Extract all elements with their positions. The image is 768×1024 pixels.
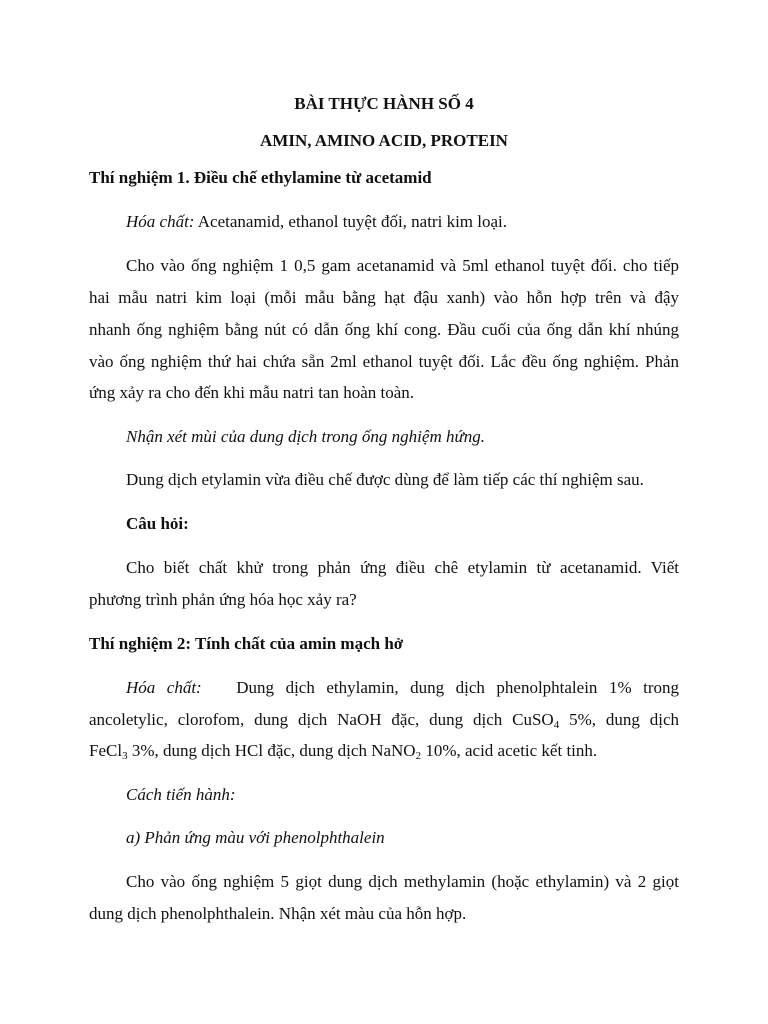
chemicals-text: FeCl xyxy=(89,741,123,760)
experiment-2-procedure-line: Cho vào ống nghiệm 5 giọt dung dịch methylamin (hoặc ethylamin) và 2 giọt xyxy=(126,872,679,891)
experiment-1-chemicals xyxy=(126,212,507,232)
experiment-1-observation: Nhận xét mùi của dung dịch trong ống nghiệm hứng. xyxy=(126,427,485,446)
experiment-2-chemicals-line xyxy=(89,710,679,730)
experiment-1-procedure-line: ứng xảy ra cho đến khi mẫu natri tan hoàn toàn. xyxy=(89,383,415,402)
page-title: BÀI THỰC HÀNH SỐ 4 xyxy=(294,94,474,113)
subscript: 3 xyxy=(122,750,128,762)
question-line: phương trình phản ứng hóa học xảy ra? xyxy=(89,590,357,609)
experiment-1-procedure-line: Cho vào ống nghiệm 1 0,5 gam acetanamid và 5ml ethanol tuyệt đối. cho tiếp xyxy=(126,256,679,275)
question-heading: Câu hỏi: xyxy=(126,514,189,533)
experiment-2-chemicals-line xyxy=(126,678,679,698)
page-subtitle: AMIN, AMINO ACID, PROTEIN xyxy=(260,131,508,150)
experiment-1-procedure-line: vào ống nghiệm thứ hai chứa sẵn 2ml ethanol tuyệt đối. Lắc đều ống nghiệm. Phản xyxy=(89,352,679,371)
experiment-1-note: Dung dịch etylamin vừa điều chế được dùng để làm tiếp các thí nghiệm sau. xyxy=(126,470,644,489)
question-line: Cho biết chất khử trong phản ứng điều chê etylamin từ acetanamid. Viết xyxy=(126,558,679,577)
chemicals-text: ancoletylic, clorofom, dung dịch NaOH đặc, dung dịch CuSO xyxy=(89,710,554,729)
chemicals-text: 5%, dung dịch xyxy=(559,710,679,729)
chemicals-text: 3%, dung dịch HCl đặc, dung dịch NaNO xyxy=(127,741,416,760)
experiment-1-heading: Thí nghiệm 1. Điều chế ethylamine từ acetamid xyxy=(89,168,432,187)
subscript: 4 xyxy=(553,719,560,731)
experiment-1-procedure-line: nhanh ống nghiệm bằng nút có dẫn ống khí cong. Đầu cuối của ống dẫn khí nhúng xyxy=(89,320,679,339)
experiment-2-heading: Thí nghiệm 2: Tính chất của amin mạch hở xyxy=(89,634,404,653)
subsection-a-heading: a) Phản ứng màu với phenolphthalein xyxy=(126,828,385,847)
subscript: 2 xyxy=(415,750,422,762)
chemicals-text: Dung dịch ethylamin, dung dịch phenolphtalein 1% trong xyxy=(236,678,680,697)
chemicals-label: Hóa chất: xyxy=(126,678,202,697)
chemicals-label: Hóa chất: xyxy=(126,212,195,231)
experiment-2-chemicals-line xyxy=(89,741,597,761)
chemicals-text: 10%, acid acetic kết tinh. xyxy=(421,741,598,760)
experiment-2-procedure-line: dung dịch phenolphthalein. Nhận xét màu của hỗn hợp. xyxy=(89,904,467,923)
method-label: Cách tiến hành: xyxy=(126,785,236,804)
experiment-1-procedure-line: hai mẫu natri kim loại (mỗi mẫu bằng hạt đậu xanh) vào hỗn hợp trên và đậy xyxy=(89,288,679,307)
chemicals-text: Acetanamid, ethanol tuyệt đối, natri kim loại. xyxy=(194,212,508,231)
